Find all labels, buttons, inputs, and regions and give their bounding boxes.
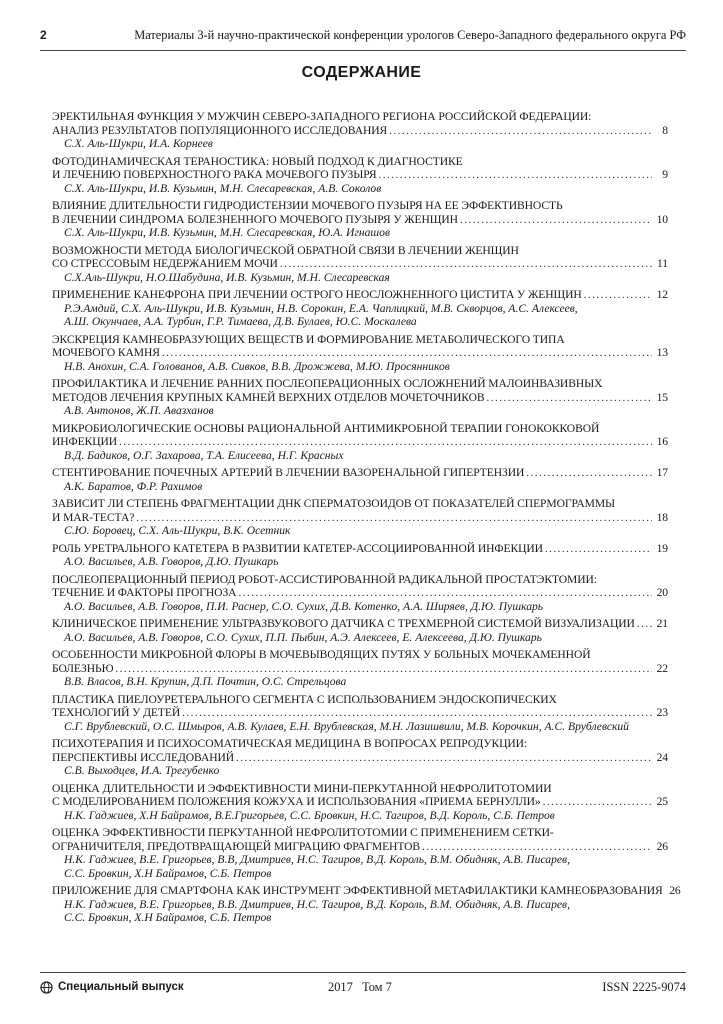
toc-entry-title: КЛИНИЧЕСКОЕ ПРИМЕНЕНИЕ УЛЬТРАЗВУКОВОГО ДАТЧИКА С ТРЕХМЕРНОЙ СИСТЕМОЙ ВИЗУАЛИЗАЦИИ: [52, 617, 635, 630]
toc-entry-authors: С.Х. Аль-Шукри, И.В. Кузьмин, М.Н. Слесаревская, Ю.А. Игнашов: [64, 226, 391, 239]
page-footer: [40, 978, 686, 996]
dot-leader: [422, 841, 652, 855]
toc-entry-title-line: [52, 840, 668, 854]
toc-entry-title: В ЛЕЧЕНИИ СИНДРОМА БОЛЕЗНЕННОГО МОЧЕВОГО ПУЗЫРЯ У ЖЕНЩИН: [52, 212, 458, 226]
toc-entry-title-line: [52, 884, 681, 898]
dot-leader: [162, 347, 652, 361]
toc-entry[interactable]: [52, 199, 668, 240]
toc-entry-authors: Р.Э.Амдий, С.Х. Аль-Шукри, И.В. Кузьмин, Н.В. Сорокин, Е.А. Чаплицкий, М.В. Скворцов, А.С. Алексеев,: [64, 301, 578, 315]
toc-entry-authors: С.В. Выходцев, И.А. Трегубенко: [64, 764, 220, 777]
toc-entry-title-line: ФОТОДИНАМИЧЕСКАЯ ТЕРАНОСТИКА: НОВЫЙ ПОДХОД К ДИАГНОСТИКЕ: [52, 154, 463, 168]
toc-entry-authors: Н.К. Гаджиев, В.Е. Григорьев, В.В. Дмитриев, Н.С. Тагиров, В.Д. Король, В.М. Обидняк, А.В. Писарев,: [64, 897, 570, 911]
toc-entry-title: СТЕНТИРОВАНИЕ ПОЧЕЧНЫХ АРТЕРИЙ В ЛЕЧЕНИИ ВАЗОРЕНАЛЬНОЙ ГИПЕРТЕНЗИИ: [52, 466, 525, 479]
toc-entry-authors: А.О. Васильев, А.В. Говоров, П.И. Раснер, С.О. Сухих, Д.В. Котенко, А.А. Ширяев, Д.Ю. Пушкарь: [64, 599, 544, 613]
toc-entry-title-line: [52, 168, 668, 182]
toc-page-number: 26: [669, 884, 681, 897]
toc-entry[interactable]: [52, 466, 668, 493]
dot-leader: [182, 707, 652, 721]
toc-entry-title-line: [52, 466, 668, 480]
toc-entry[interactable]: [52, 244, 668, 285]
dot-leader: [584, 289, 652, 303]
toc-entry-title-line: [52, 511, 668, 525]
dot-leader: [379, 169, 652, 183]
dot-leader: [526, 467, 652, 481]
toc-entry-authors: А.К. Баратов, Ф.Р. Рахимов: [64, 479, 203, 493]
toc-entry-authors: А.Ш. Окунчаев, А.А. Турбин, Г.Р. Тимаева, Д.В. Булаев, Ю.С. Москалева: [64, 315, 417, 328]
dot-leader: [115, 663, 652, 677]
dot-leader: [543, 796, 652, 810]
toc-page-number: 22: [656, 661, 668, 675]
toc-page-number: 12: [656, 288, 668, 301]
toc-entry-title-line: ВЛИЯНИЕ ДЛИТЕЛЬНОСТИ ГИДРОДИСТЕНЗИИ МОЧЕВОГО ПУЗЫРЯ НА ЕЕ ЭФФЕКТИВНОСТЬ: [52, 199, 563, 212]
toc-entry-authors: А.О. Васильев, А.В. Говоров, Д.Ю. Пушкарь: [64, 555, 279, 568]
toc-entry-title-line: [52, 346, 668, 360]
toc-entry-authors: В.В. Власов, В.Н. Крупин, Д.П. Почтин, О.С. Стрельцова: [64, 675, 347, 688]
toc-entry-title-line: ОЦЕНКА ЭФФЕКТИВНОСТИ ПЕРКУТАННОЙ НЕФРОЛИТОТОМИИ С ПРИМЕНЕНИЕМ СЕТКИ-: [52, 826, 554, 839]
toc-entry-authors: С.Х. Аль-Шукри, И.В. Кузьмин, М.Н. Слесаревская, А.В. Соколов: [64, 181, 382, 195]
toc-entry-title-line: [52, 257, 668, 271]
toc-entry[interactable]: [52, 110, 668, 151]
page-number: 2: [40, 28, 47, 42]
dot-leader: [487, 392, 652, 406]
page-header: [40, 26, 686, 44]
toc-entry-title-line: ПРОФИЛАКТИКА И ЛЕЧЕНИЕ РАННИХ ПОСЛЕОПЕРАЦИОННЫХ ОСЛОЖНЕНИЙ МАЛОИНВАЗИВНЫХ: [52, 377, 603, 390]
toc-entry[interactable]: [52, 826, 668, 880]
toc-entry-title-line: [52, 288, 668, 302]
toc-entry-title-line: ПОСЛЕОПЕРАЦИОННЫЙ ПЕРИОД РОБОТ-АССИСТИРОВАННОЙ РАДИКАЛЬНОЙ ПРОСТАТЭКТОМИИ:: [52, 572, 597, 586]
toc-entry-title: И ЛЕЧЕНИЮ ПОВЕРХНОСТНОГО РАКА МОЧЕВОГО ПУЗЫРЯ: [52, 168, 377, 181]
toc-entry-title: ТЕХНОЛОГИЙ У ДЕТЕЙ: [52, 706, 181, 719]
toc-entry-title: СО СТРЕССОВЫМ НЕДЕРЖАНИЕМ МОЧИ: [52, 257, 278, 270]
dot-leader: [637, 618, 652, 632]
dot-leader: [136, 512, 652, 526]
toc-entry-title-line: ВОЗМОЖНОСТИ МЕТОДА БИОЛОГИЧЕСКОЙ ОБРАТНОЙ СВЯЗИ В ЛЕЧЕНИИ ЖЕНЩИН: [52, 243, 519, 257]
toc-entry-title-line: [52, 706, 668, 720]
toc-entry-authors: С.С. Бровкин, Х.Н Байрамов, С.Б. Петров: [64, 866, 272, 880]
toc-entry-authors: С.С. Бровкин, Х.Н Байрамов, С.Б. Петров: [64, 911, 272, 924]
toc-entry-title-line: [52, 391, 668, 405]
toc-entry[interactable]: [52, 422, 668, 463]
toc-entry-title-line: [52, 124, 668, 138]
toc-page-number: 21: [656, 617, 668, 630]
toc-entry-title-line: [52, 751, 668, 765]
toc-page-number: 20: [656, 586, 668, 599]
toc-entry-authors: Н.К. Гаджиев, В.Е. Григорьев, В.В, Дмитриев, Н.С. Тагиров, В.Д. Король, В.М. Обидняк, А.В. Писарев,: [64, 853, 570, 866]
toc-entry-title-line: ПЛАСТИКА ПИЕЛОУРЕТЕРАЛЬНОГО СЕГМЕНТА С ИСПОЛЬЗОВАНИЕМ ЭНДОСКОПИЧЕСКИХ: [52, 692, 557, 706]
toc-entry-title: ОГРАНИЧИТЕЛЯ, ПРЕДОТВРАЩАЮЩЕЙ МИГРАЦИЮ ФРАГМЕНТОВ: [52, 839, 421, 853]
toc-page-number: 13: [656, 346, 668, 359]
toc-entry-title: МЕТОДОВ ЛЕЧЕНИЯ КРУПНЫХ КАМНЕЙ ВЕРХНИХ ОТДЕЛОВ МОЧЕТОЧНИКОВ: [52, 390, 485, 404]
toc-entry-title: ПРИЛОЖЕНИЕ ДЛЯ СМАРТФОНА КАК ИНСТРУМЕНТ ЭФФЕКТИВНОЙ МЕТАФИЛАКТИКИ КАМНЕОБРАЗОВАНИЯ: [52, 884, 663, 897]
running-header: Материалы 3-й научно-практической конференции урологов Северо-Западного федерального округа РФ: [134, 28, 686, 42]
toc-entry-authors: С.Х.Аль-Шукри, Н.О.Шабудина, И.В. Кузьмин, М.Н. Слесаревская: [64, 270, 390, 284]
toc-entry-title: АНАЛИЗ РЕЗУЛЬТАТОВ ПОПУЛЯЦИОННОГО ИССЛЕДОВАНИЯ: [52, 123, 388, 137]
toc-entry-authors: С.Х. Аль-Шукри, И.А. Корнеев: [64, 137, 213, 150]
toc-entry-title-line: [52, 662, 668, 676]
toc-entry[interactable]: [52, 573, 668, 614]
table-of-contents: [52, 110, 681, 929]
toc-entry[interactable]: [52, 737, 668, 778]
toc-page-number: 15: [656, 390, 668, 404]
toc-page-number: 26: [656, 839, 668, 853]
dot-leader: [545, 543, 652, 557]
toc-page-number: 18: [656, 510, 668, 524]
toc-entry-authors: В.Д. Бадиков, О.Г. Захарова, Т.А. Елисеева, Н.Г. Красных: [64, 448, 344, 462]
toc-entry-title: ПРИМЕНЕНИЕ КАНЕФРОНА ПРИ ЛЕЧЕНИИ ОСТРОГО НЕОСЛОЖНЕННОГО ЦИСТИТА У ЖЕНЩИН: [52, 288, 582, 301]
toc-entry-title-line: [52, 586, 668, 600]
toc-page-number: 11: [657, 257, 668, 270]
toc-entry[interactable]: [52, 288, 668, 329]
toc-entry-title: РОЛЬ УРЕТРАЛЬНОГО КАТЕТЕРА В РАЗВИТИИ КАТЕТЕР-АССОЦИИРОВАННОЙ ИНФЕКЦИИ: [52, 541, 543, 555]
toc-entry-title-line: ОСОБЕННОСТИ МИКРОБНОЙ ФЛОРЫ В МОЧЕВЫВОДЯЩИХ ПУТЯХ У БОЛЬНЫХ МОЧЕКАМЕННОЙ: [52, 648, 591, 661]
footer-divider: [40, 972, 686, 973]
toc-entry[interactable]: [52, 693, 668, 734]
toc-entry-title-line: [52, 213, 668, 227]
dot-leader: [460, 214, 652, 228]
dot-leader: [389, 125, 652, 139]
toc-entry[interactable]: [52, 333, 668, 374]
toc-page-number: 19: [656, 541, 668, 555]
toc-page-number: 16: [656, 435, 668, 448]
footer-year-volume: 2017 Том 7: [328, 980, 392, 994]
toc-entry-title-line: ПСИХОТЕРАПИЯ И ПСИХОСОМАТИЧЕСКАЯ МЕДИЦИНА В ВОПРОСАХ РЕПРОДУКЦИИ:: [52, 737, 528, 750]
toc-page-number: 24: [656, 750, 668, 764]
toc-entry-authors: Н.В. Анохин, С.А. Голованов, А.В. Сивков, В.В. Дрожжева, М.Ю. Просянников: [64, 359, 450, 373]
toc-entry-title-line: ЗАВИСИТ ЛИ СТЕПЕНЬ ФРАГМЕНТАЦИИ ДНК СПЕРМАТОЗОИДОВ ОТ ПОКАЗАТЕЛЕЙ СПЕРМОГРАММЫ: [52, 497, 616, 510]
toc-entry-title-line: [52, 435, 668, 449]
footer-issue-label: Специальный выпуск: [58, 981, 184, 993]
toc-page-number: 25: [656, 795, 668, 808]
toc-entry-authors: А.О. Васильев, А.В. Говоров, С.О. Сухих, П.П. Пыбин, А.Э. Алексеев, Е. Алексеева, Д.Ю. Пушкарь: [64, 630, 542, 644]
toc-entry[interactable]: [52, 617, 668, 644]
toc-entry-authors: С.Ю. Боровец, С.Х. Аль-Шукри, В.К. Осетник: [64, 524, 291, 537]
dot-leader: [280, 258, 652, 272]
toc-entry-title: С МОДЕЛИРОВАНИЕМ ПОЛОЖЕНИЯ КОЖУХА И ИСПОЛЬЗОВАНИЯ «ПРИЕМА БЕРНУЛЛИ»: [52, 795, 541, 808]
toc-entry[interactable]: [52, 497, 668, 538]
toc-entry[interactable]: [52, 377, 668, 418]
toc-entry-title-line: [52, 542, 668, 556]
toc-entry-title-line: ЭКСКРЕЦИЯ КАМНЕОБРАЗУЮЩИХ ВЕЩЕСТВ И ФОРМИРОВАНИЕ МЕТАБОЛИЧЕСКОГО ТИПА: [52, 332, 565, 346]
toc-entry-authors: Н.К. Гаджиев, Х.Н Байрамов, В.Е.Григорьев, С.С. Бровкин, Н.С. Тагиров, В.Д. Король, С.Б. Петров: [64, 808, 555, 822]
toc-entry-title: МОЧЕВОГО КАМНЯ: [52, 346, 160, 359]
toc-entry-title: ИНФЕКЦИИ: [52, 435, 118, 448]
header-divider: [40, 50, 686, 51]
dot-leader: [236, 752, 652, 766]
toc-entry-title: И MAR-ТЕСТА?: [52, 510, 135, 524]
toc-entry-authors: С.Г. Врублевский, О.С. Шмыров, А.В. Кулаев, Е.Н. Врублевская, М.Н. Лазишвили, М.В. Корочкин, А.С. Врублевский: [64, 719, 629, 733]
toc-entry[interactable]: [52, 884, 681, 925]
toc-entry-title-line: [52, 795, 668, 809]
toc-entry-title: ПЕРСПЕКТИВЫ ИССЛЕДОВАНИЙ: [52, 750, 235, 764]
toc-entry-title-line: МИКРОБИОЛОГИЧЕСКИЕ ОСНОВЫ РАЦИОНАЛЬНОЙ АНТИМИКРОБНОЙ ТЕРАПИИ ГОНОКОККОВОЙ: [52, 421, 600, 435]
toc-page-number: 17: [656, 466, 668, 479]
toc-entry[interactable]: [52, 648, 668, 689]
footer-issn: ISSN 2225-9074: [602, 980, 686, 994]
dot-leader: [238, 587, 652, 601]
toc-page-number: 10: [656, 212, 668, 226]
toc-page-number: 9: [662, 168, 668, 181]
footer-issue: [40, 978, 184, 996]
toc-entry-title: ТЕЧЕНИЕ И ФАКТОРЫ ПРОГНОЗА: [52, 586, 237, 599]
toc-entry[interactable]: [52, 782, 668, 823]
toc-entry-title-line: [52, 617, 668, 631]
toc-entry[interactable]: [52, 155, 668, 196]
toc-entry-title-line: ОЦЕНКА ДЛИТЕЛЬНОСТИ И ЭФФЕКТИВНОСТИ МИНИ-ПЕРКУТАННОЙ НЕФРОЛИТОТОМИИ: [52, 781, 552, 795]
toc-entry-title: БОЛЕЗНЬЮ: [52, 661, 114, 675]
toc-entry-title-line: ЭРЕКТИЛЬНАЯ ФУНКЦИЯ У МУЖЧИН СЕВЕРО-ЗАПАДНОГО РЕГИОНА РОССИЙСКОЙ ФЕДЕРАЦИИ:: [52, 110, 592, 123]
toc-page-number: 23: [656, 706, 668, 719]
toc-page-number: 8: [662, 123, 668, 137]
dot-leader: [119, 436, 652, 450]
page-title: СОДЕРЖАНИЕ: [301, 64, 422, 81]
toc-entry[interactable]: [52, 542, 668, 569]
toc-entry-authors: А.В. Антонов, Ж.П. Авазханов: [64, 404, 214, 417]
globe-icon: [40, 981, 53, 994]
